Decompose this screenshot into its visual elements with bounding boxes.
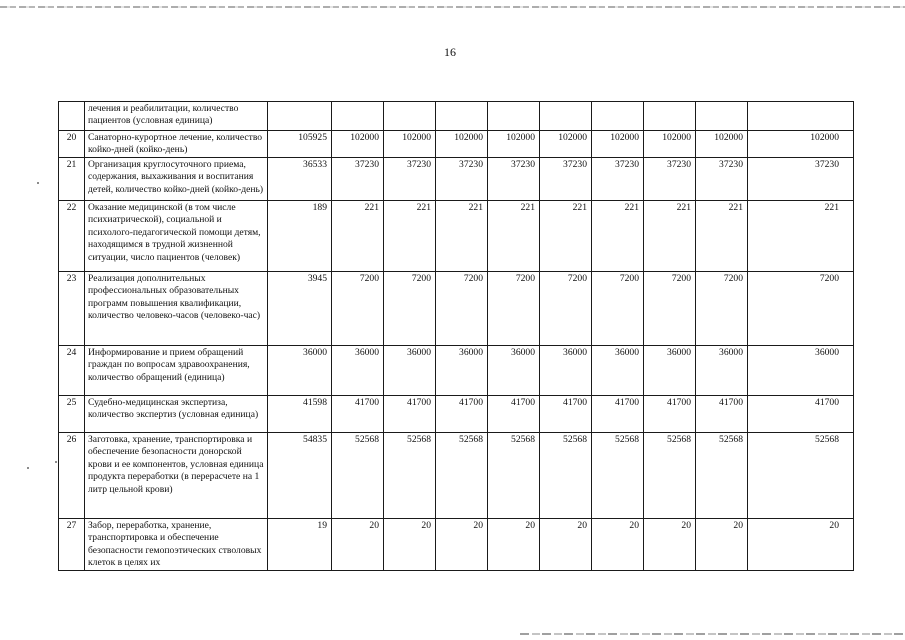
- indicator-name: Судебно-медицинская экспертиза, количество экспертиз (условная единица): [85, 396, 268, 433]
- scan-edge-top: [0, 6, 905, 8]
- value-cell: 221: [592, 201, 644, 272]
- value-cell: 19: [268, 519, 332, 571]
- value-cell: 221: [384, 201, 436, 272]
- page-number: 16: [444, 45, 456, 59]
- value-cell: 52568: [384, 433, 436, 519]
- value-cell: 37230: [540, 158, 592, 201]
- scan-speck: [37, 182, 39, 184]
- table-row: [59, 131, 854, 158]
- value-cell: 52568: [644, 433, 696, 519]
- value-cell: 20: [488, 519, 540, 571]
- table-row: [59, 158, 854, 201]
- value-cell: 221: [644, 201, 696, 272]
- value-cell: 7200: [592, 272, 644, 346]
- value-cell: 221: [696, 201, 748, 272]
- indicator-name: Информирование и прием обращений граждан по вопросам здравоохранения, количество обращений (единица): [85, 346, 268, 396]
- value-cell: [436, 102, 488, 131]
- value-cell: 7200: [696, 272, 748, 346]
- row-number: 23: [59, 272, 85, 346]
- value-cell: 36000: [436, 346, 488, 396]
- value-cell: 41700: [592, 396, 644, 433]
- table-row: [59, 201, 854, 272]
- value-cell: 36000: [644, 346, 696, 396]
- value-cell: 37230: [384, 158, 436, 201]
- value-cell: 41700: [384, 396, 436, 433]
- value-cell: 102000: [592, 131, 644, 158]
- value-cell: 36000: [268, 346, 332, 396]
- value-cell: 41700: [644, 396, 696, 433]
- value-cell: 37230: [488, 158, 540, 201]
- value-cell: [268, 102, 332, 131]
- value-cell: 37230: [592, 158, 644, 201]
- row-number: 22: [59, 201, 85, 272]
- scan-speck: [27, 467, 29, 469]
- value-cell: 20: [696, 519, 748, 571]
- value-cell: 102000: [696, 131, 748, 158]
- value-cell: 102000: [332, 131, 384, 158]
- value-cell: 41700: [696, 396, 748, 433]
- value-cell: 7200: [384, 272, 436, 346]
- indicator-name: Забор, переработка, хранение, транспортировка и обеспечение безопасности гемопоэтических стволовых клеток в целях их: [85, 519, 268, 571]
- indicator-name: лечения и реабилитации, количество пациентов (условная единица): [85, 102, 268, 131]
- value-cell: 7200: [644, 272, 696, 346]
- value-cell: 36533: [268, 158, 332, 201]
- row-number: 20: [59, 131, 85, 158]
- table-body: [59, 102, 854, 571]
- indicator-name: Оказание медицинской (в том числе психиатрической), социальной и психолого-педагогической помощи детям, находящимся в трудной жизненной ситуации, число пациентов (человек): [85, 201, 268, 272]
- value-cell: 20: [384, 519, 436, 571]
- value-cell: 102000: [748, 131, 854, 158]
- value-cell: 41700: [488, 396, 540, 433]
- value-cell: [592, 102, 644, 131]
- value-cell: 221: [488, 201, 540, 272]
- value-cell: 36000: [540, 346, 592, 396]
- value-cell: 37230: [436, 158, 488, 201]
- table-row: [59, 433, 854, 519]
- scan-speck: [55, 461, 57, 463]
- value-cell: 52568: [436, 433, 488, 519]
- value-cell: 102000: [540, 131, 592, 158]
- value-cell: 41700: [332, 396, 384, 433]
- row-number: 27: [59, 519, 85, 571]
- value-cell: 105925: [268, 131, 332, 158]
- value-cell: 36000: [384, 346, 436, 396]
- value-cell: 54835: [268, 433, 332, 519]
- value-cell: 37230: [332, 158, 384, 201]
- value-cell: 20: [540, 519, 592, 571]
- value-cell: 52568: [748, 433, 854, 519]
- value-cell: 7200: [748, 272, 854, 346]
- value-cell: 189: [268, 201, 332, 272]
- table-row: [59, 396, 854, 433]
- value-cell: 52568: [332, 433, 384, 519]
- value-cell: 221: [332, 201, 384, 272]
- value-cell: 36000: [696, 346, 748, 396]
- row-number: 26: [59, 433, 85, 519]
- indicator-name: Заготовка, хранение, транспортировка и обеспечение безопасности донорской крови и ее компонентов, условная единица продукта переработки (в перерасчете на 1 литр цельной крови): [85, 433, 268, 519]
- value-cell: 7200: [332, 272, 384, 346]
- value-cell: [384, 102, 436, 131]
- value-cell: 102000: [488, 131, 540, 158]
- value-cell: 221: [748, 201, 854, 272]
- value-cell: 37230: [748, 158, 854, 201]
- row-number: 21: [59, 158, 85, 201]
- value-cell: 41700: [540, 396, 592, 433]
- value-cell: 41598: [268, 396, 332, 433]
- value-cell: 41700: [436, 396, 488, 433]
- value-cell: 52568: [696, 433, 748, 519]
- indicator-name: Санаторно-курортное лечение, количество койко-дней (койко-день): [85, 131, 268, 158]
- value-cell: [540, 102, 592, 131]
- value-cell: 52568: [488, 433, 540, 519]
- value-cell: [748, 102, 854, 131]
- value-cell: 7200: [436, 272, 488, 346]
- scan-edge-bottom: [520, 633, 905, 635]
- value-cell: 41700: [748, 396, 854, 433]
- value-cell: 221: [540, 201, 592, 272]
- value-cell: [488, 102, 540, 131]
- value-cell: 37230: [696, 158, 748, 201]
- table-row: [59, 519, 854, 571]
- value-cell: 36000: [748, 346, 854, 396]
- value-cell: 7200: [488, 272, 540, 346]
- indicator-name: Организация круглосуточного приема, содержания, выхаживания и воспитания детей, количество койко-дней (койко-день): [85, 158, 268, 201]
- table-row: [59, 102, 854, 131]
- row-number: 25: [59, 396, 85, 433]
- value-cell: 36000: [332, 346, 384, 396]
- value-cell: 20: [592, 519, 644, 571]
- value-cell: [644, 102, 696, 131]
- indicator-name: Реализация дополнительных профессиональных образовательных программ повышения квалификации, количество человеко-часов (человеко-час): [85, 272, 268, 346]
- row-number: [59, 102, 85, 131]
- value-cell: 3945: [268, 272, 332, 346]
- indicator-table: [58, 101, 854, 571]
- table-row: [59, 346, 854, 396]
- value-cell: 52568: [592, 433, 644, 519]
- value-cell: 102000: [644, 131, 696, 158]
- value-cell: 20: [332, 519, 384, 571]
- value-cell: 20: [644, 519, 696, 571]
- value-cell: 102000: [384, 131, 436, 158]
- value-cell: [332, 102, 384, 131]
- value-cell: [696, 102, 748, 131]
- value-cell: 221: [436, 201, 488, 272]
- value-cell: 36000: [592, 346, 644, 396]
- value-cell: 7200: [540, 272, 592, 346]
- row-number: 24: [59, 346, 85, 396]
- table-row: [59, 272, 854, 346]
- value-cell: 52568: [540, 433, 592, 519]
- value-cell: 37230: [644, 158, 696, 201]
- value-cell: 20: [436, 519, 488, 571]
- value-cell: 20: [748, 519, 854, 571]
- value-cell: 102000: [436, 131, 488, 158]
- value-cell: 36000: [488, 346, 540, 396]
